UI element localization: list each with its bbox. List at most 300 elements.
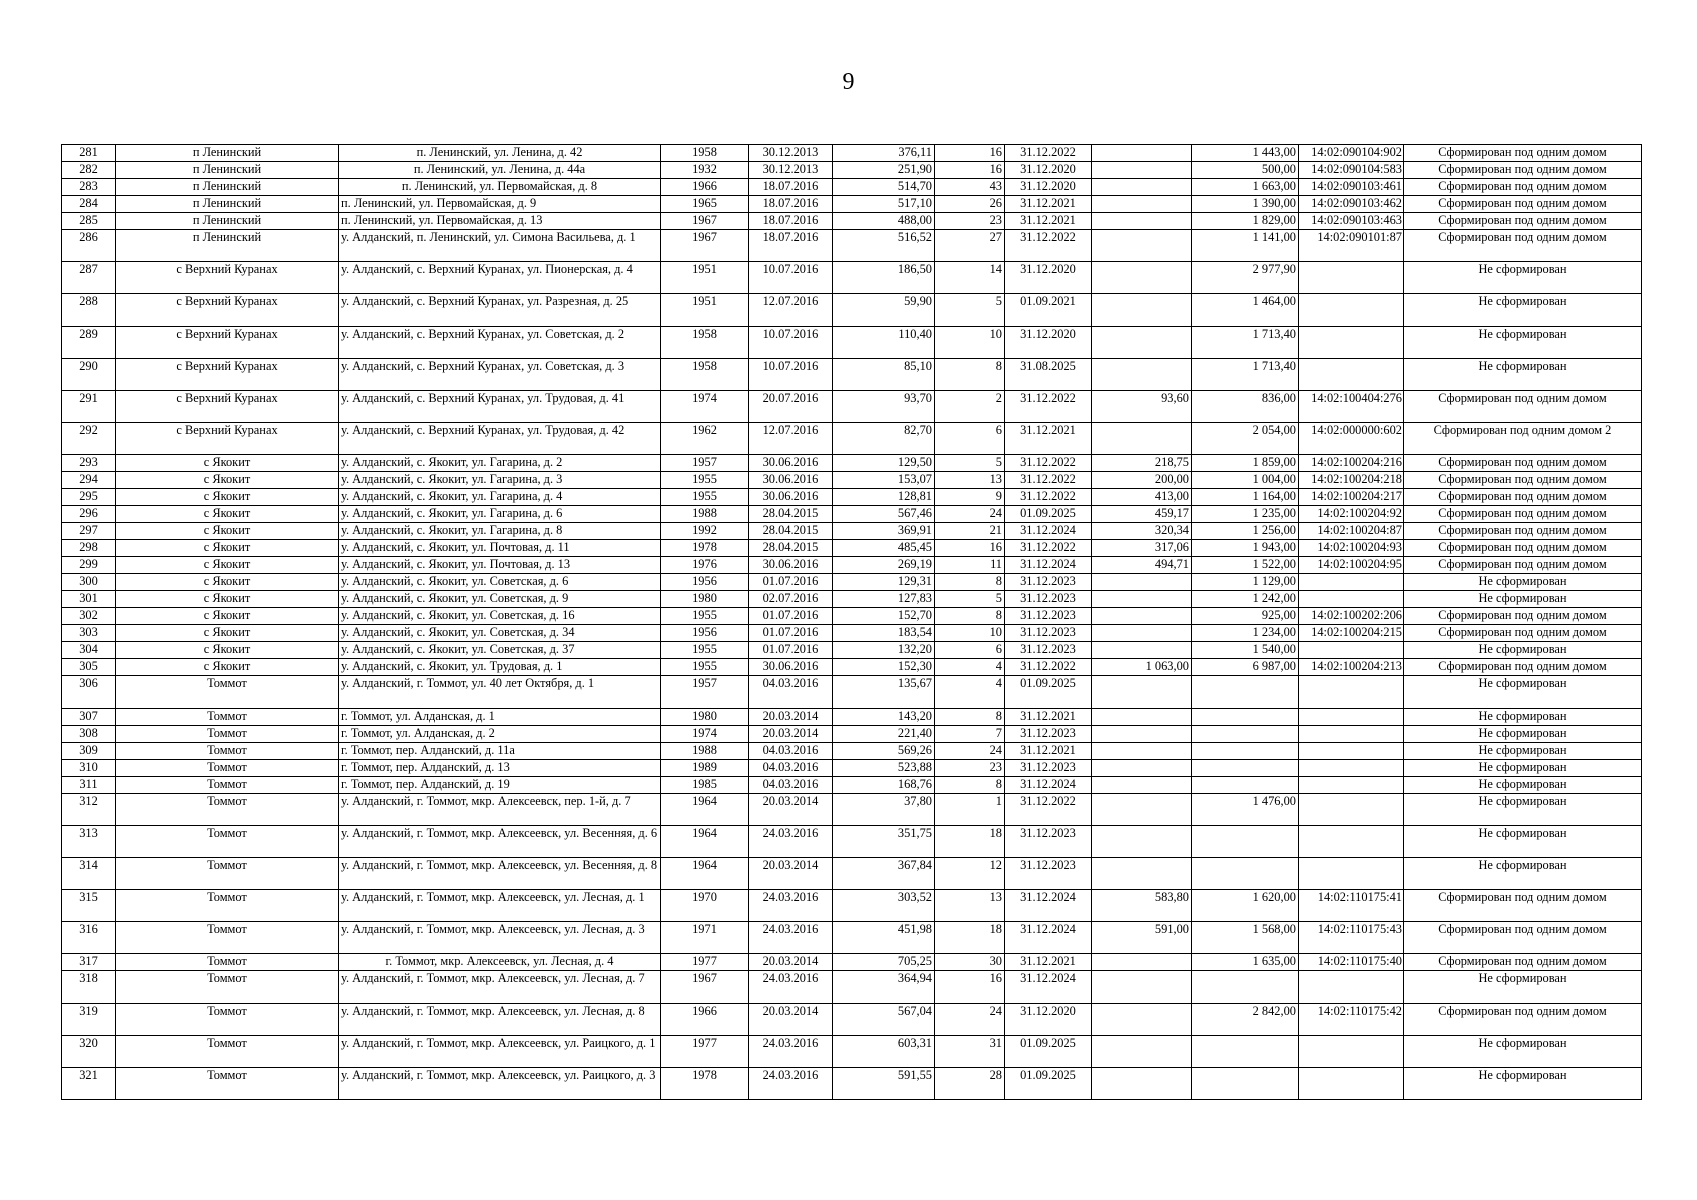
address-cell: у. Алданский, г. Томмот, мкр. Алексеевск, ул. Лесная, д. 7	[339, 971, 661, 1003]
settlement-cell: п Ленинский	[116, 145, 339, 162]
table-row	[62, 1068, 1642, 1100]
planned-date-cell: 31.12.2022	[1005, 230, 1092, 262]
residents-count-cell: 1	[935, 793, 1005, 825]
residents-count-cell: 5	[935, 455, 1005, 472]
land-status-cell: Сформирован под одним домом	[1404, 1003, 1642, 1035]
cadastral-number-cell	[1299, 642, 1404, 659]
planned-date-cell: 31.12.2021	[1005, 423, 1092, 455]
residents-count-cell: 8	[935, 574, 1005, 591]
row-number-cell: 298	[62, 540, 116, 557]
construction-year-cell: 1956	[661, 574, 749, 591]
cadastral-number-cell: 14:02:100204:215	[1299, 625, 1404, 642]
land-area-cell: 583,80	[1092, 890, 1192, 922]
area-cell: 269,19	[833, 557, 935, 574]
row-number-cell: 315	[62, 890, 116, 922]
cost-cell: 1 256,00	[1192, 523, 1299, 540]
recognition-date-cell: 30.06.2016	[749, 659, 833, 676]
row-number-cell: 317	[62, 954, 116, 971]
recognition-date-cell: 24.03.2016	[749, 1035, 833, 1067]
cost-cell	[1192, 759, 1299, 776]
address-cell: у. Алданский, с. Якокит, ул. Советская, д. 6	[339, 574, 661, 591]
settlement-cell: с Якокит	[116, 455, 339, 472]
area-cell: 59,90	[833, 294, 935, 326]
address-cell: у. Алданский, с. Верхний Куранах, ул. Советская, д. 2	[339, 326, 661, 358]
area-cell: 488,00	[833, 213, 935, 230]
land-status-cell: Не сформирован	[1404, 574, 1642, 591]
planned-date-cell: 31.12.2022	[1005, 145, 1092, 162]
planned-date-cell: 01.09.2025	[1005, 1035, 1092, 1067]
planned-date-cell: 31.12.2023	[1005, 825, 1092, 857]
cadastral-number-cell: 14:02:110175:40	[1299, 954, 1404, 971]
residents-count-cell: 24	[935, 1003, 1005, 1035]
area-cell: 183,54	[833, 625, 935, 642]
land-status-cell: Не сформирован	[1404, 971, 1642, 1003]
row-number-cell: 313	[62, 825, 116, 857]
table-row	[62, 472, 1642, 489]
address-cell: у. Алданский, с. Верхний Куранах, ул. Пионерская, д. 4	[339, 262, 661, 294]
planned-date-cell: 31.12.2023	[1005, 725, 1092, 742]
residents-count-cell: 16	[935, 540, 1005, 557]
planned-date-cell: 31.12.2020	[1005, 262, 1092, 294]
settlement-cell: Томмот	[116, 793, 339, 825]
settlement-cell: с Якокит	[116, 608, 339, 625]
land-status-cell: Сформирован под одним домом	[1404, 625, 1642, 642]
registry-body	[62, 145, 1642, 1100]
address-cell: у. Алданский, г. Томмот, ул. 40 лет Октября, д. 1	[339, 676, 661, 708]
residents-count-cell: 18	[935, 922, 1005, 954]
planned-date-cell: 31.12.2022	[1005, 659, 1092, 676]
cadastral-number-cell: 14:02:110175:41	[1299, 890, 1404, 922]
land-area-cell	[1092, 742, 1192, 759]
land-area-cell	[1092, 326, 1192, 358]
recognition-date-cell: 30.12.2013	[749, 162, 833, 179]
recognition-date-cell: 20.03.2014	[749, 1003, 833, 1035]
cadastral-number-cell	[1299, 1035, 1404, 1067]
address-cell: у. Алданский, с. Якокит, ул. Гагарина, д. 6	[339, 506, 661, 523]
area-cell: 85,10	[833, 358, 935, 390]
planned-date-cell: 31.12.2020	[1005, 326, 1092, 358]
land-area-cell	[1092, 294, 1192, 326]
residents-count-cell: 11	[935, 557, 1005, 574]
settlement-cell: с Верхний Куранах	[116, 294, 339, 326]
land-area-cell: 320,34	[1092, 523, 1192, 540]
residents-count-cell: 18	[935, 825, 1005, 857]
address-cell: у. Алданский, с. Якокит, ул. Советская, д. 16	[339, 608, 661, 625]
residents-count-cell: 16	[935, 971, 1005, 1003]
land-status-cell: Сформирован под одним домом	[1404, 540, 1642, 557]
land-area-cell	[1092, 625, 1192, 642]
residents-count-cell: 16	[935, 162, 1005, 179]
planned-date-cell: 31.12.2022	[1005, 793, 1092, 825]
land-area-cell: 591,00	[1092, 922, 1192, 954]
land-area-cell	[1092, 213, 1192, 230]
cadastral-number-cell: 14:02:110175:43	[1299, 922, 1404, 954]
cadastral-number-cell	[1299, 825, 1404, 857]
row-number-cell: 296	[62, 506, 116, 523]
row-number-cell: 297	[62, 523, 116, 540]
recognition-date-cell: 20.03.2014	[749, 954, 833, 971]
cadastral-number-cell: 14:02:100204:217	[1299, 489, 1404, 506]
recognition-date-cell: 18.07.2016	[749, 213, 833, 230]
settlement-cell: с Якокит	[116, 591, 339, 608]
recognition-date-cell: 30.06.2016	[749, 489, 833, 506]
settlement-cell: с Верхний Куранах	[116, 423, 339, 455]
cadastral-number-cell	[1299, 326, 1404, 358]
cost-cell: 836,00	[1192, 390, 1299, 422]
construction-year-cell: 1932	[661, 162, 749, 179]
address-cell: п. Ленинский, ул. Первомайская, д. 8	[339, 179, 661, 196]
area-cell: 567,04	[833, 1003, 935, 1035]
construction-year-cell: 1992	[661, 523, 749, 540]
cost-cell: 1 522,00	[1192, 557, 1299, 574]
cost-cell: 1 443,00	[1192, 145, 1299, 162]
planned-date-cell: 31.12.2020	[1005, 1003, 1092, 1035]
land-status-cell: Сформирован под одним домом	[1404, 179, 1642, 196]
row-number-cell: 290	[62, 358, 116, 390]
recognition-date-cell: 20.03.2014	[749, 725, 833, 742]
area-cell: 351,75	[833, 825, 935, 857]
planned-date-cell: 31.12.2023	[1005, 642, 1092, 659]
area-cell: 603,31	[833, 1035, 935, 1067]
row-number-cell: 319	[62, 1003, 116, 1035]
land-status-cell: Сформирован под одним домом	[1404, 954, 1642, 971]
address-cell: у. Алданский, г. Томмот, мкр. Алексеевск, пер. 1-й, д. 7	[339, 793, 661, 825]
residents-count-cell: 23	[935, 213, 1005, 230]
cost-cell: 1 540,00	[1192, 642, 1299, 659]
row-number-cell: 299	[62, 557, 116, 574]
table-row	[62, 642, 1642, 659]
settlement-cell: с Якокит	[116, 574, 339, 591]
construction-year-cell: 1977	[661, 1035, 749, 1067]
row-number-cell: 287	[62, 262, 116, 294]
table-row	[62, 574, 1642, 591]
cadastral-number-cell: 14:02:100204:87	[1299, 523, 1404, 540]
page-number: 9	[842, 69, 855, 95]
table-row	[62, 825, 1642, 857]
residents-count-cell: 4	[935, 659, 1005, 676]
planned-date-cell: 31.12.2021	[1005, 196, 1092, 213]
address-cell: у. Алданский, с. Якокит, ул. Гагарина, д. 4	[339, 489, 661, 506]
land-status-cell: Сформирован под одним домом	[1404, 489, 1642, 506]
cadastral-number-cell: 14:02:090101:87	[1299, 230, 1404, 262]
table-row	[62, 1035, 1642, 1067]
cost-cell: 1 004,00	[1192, 472, 1299, 489]
area-cell: 485,45	[833, 540, 935, 557]
land-area-cell	[1092, 793, 1192, 825]
cost-cell: 1 635,00	[1192, 954, 1299, 971]
row-number-cell: 308	[62, 725, 116, 742]
cost-cell: 1 235,00	[1192, 506, 1299, 523]
planned-date-cell: 31.12.2022	[1005, 390, 1092, 422]
construction-year-cell: 1955	[661, 659, 749, 676]
table-row	[62, 742, 1642, 759]
row-number-cell: 309	[62, 742, 116, 759]
cadastral-number-cell: 14:02:100202:206	[1299, 608, 1404, 625]
area-cell: 129,31	[833, 574, 935, 591]
construction-year-cell: 1957	[661, 455, 749, 472]
recognition-date-cell: 02.07.2016	[749, 591, 833, 608]
address-cell: у. Алданский, с. Якокит, ул. Советская, д. 34	[339, 625, 661, 642]
land-status-cell: Не сформирован	[1404, 857, 1642, 889]
area-cell: 110,40	[833, 326, 935, 358]
address-cell: у. Алданский, г. Томмот, мкр. Алексеевск, ул. Раицкого, д. 1	[339, 1035, 661, 1067]
address-cell: г. Томмот, пер. Алданский, д. 11а	[339, 742, 661, 759]
address-cell: у. Алданский, г. Томмот, мкр. Алексеевск, ул. Раицкого, д. 3	[339, 1068, 661, 1100]
row-number-cell: 282	[62, 162, 116, 179]
address-cell: у. Алданский, п. Ленинский, ул. Симона Васильева, д. 1	[339, 230, 661, 262]
row-number-cell: 286	[62, 230, 116, 262]
area-cell: 303,52	[833, 890, 935, 922]
planned-date-cell: 31.12.2020	[1005, 179, 1092, 196]
construction-year-cell: 1962	[661, 423, 749, 455]
area-cell: 523,88	[833, 759, 935, 776]
table-row	[62, 1003, 1642, 1035]
land-area-cell	[1092, 759, 1192, 776]
planned-date-cell: 31.12.2021	[1005, 954, 1092, 971]
table-row	[62, 294, 1642, 326]
cost-cell: 1 829,00	[1192, 213, 1299, 230]
construction-year-cell: 1985	[661, 776, 749, 793]
planned-date-cell: 31.12.2023	[1005, 574, 1092, 591]
area-cell: 567,46	[833, 506, 935, 523]
settlement-cell: Томмот	[116, 922, 339, 954]
table-row	[62, 625, 1642, 642]
settlement-cell: Томмот	[116, 742, 339, 759]
area-cell: 37,80	[833, 793, 935, 825]
cadastral-number-cell: 14:02:100204:93	[1299, 540, 1404, 557]
land-area-cell: 200,00	[1092, 472, 1192, 489]
recognition-date-cell: 20.03.2014	[749, 708, 833, 725]
row-number-cell: 288	[62, 294, 116, 326]
address-cell: п. Ленинский, ул. Первомайская, д. 13	[339, 213, 661, 230]
cadastral-number-cell	[1299, 591, 1404, 608]
land-status-cell: Сформирован под одним домом	[1404, 506, 1642, 523]
cadastral-number-cell: 14:02:100404:276	[1299, 390, 1404, 422]
land-area-cell	[1092, 608, 1192, 625]
land-status-cell: Сформирован под одним домом	[1404, 557, 1642, 574]
cost-cell: 500,00	[1192, 162, 1299, 179]
land-status-cell: Не сформирован	[1404, 1035, 1642, 1067]
address-cell: г. Томмот, пер. Алданский, д. 13	[339, 759, 661, 776]
area-cell: 93,70	[833, 390, 935, 422]
construction-year-cell: 1957	[661, 676, 749, 708]
recognition-date-cell: 18.07.2016	[749, 196, 833, 213]
land-area-cell	[1092, 725, 1192, 742]
row-number-cell: 283	[62, 179, 116, 196]
land-area-cell: 1 063,00	[1092, 659, 1192, 676]
area-cell: 135,67	[833, 676, 935, 708]
address-cell: у. Алданский, г. Томмот, мкр. Алексеевск, ул. Весенняя, д. 6	[339, 825, 661, 857]
land-area-cell	[1092, 262, 1192, 294]
cost-cell	[1192, 1035, 1299, 1067]
residents-count-cell: 5	[935, 294, 1005, 326]
area-cell: 168,76	[833, 776, 935, 793]
land-status-cell: Не сформирован	[1404, 642, 1642, 659]
recognition-date-cell: 04.03.2016	[749, 776, 833, 793]
residents-count-cell: 13	[935, 472, 1005, 489]
settlement-cell: п Ленинский	[116, 179, 339, 196]
table-row	[62, 489, 1642, 506]
residents-count-cell: 12	[935, 857, 1005, 889]
row-number-cell: 293	[62, 455, 116, 472]
settlement-cell: Томмот	[116, 676, 339, 708]
construction-year-cell: 1958	[661, 326, 749, 358]
residents-count-cell: 43	[935, 179, 1005, 196]
land-status-cell: Сформирован под одним домом	[1404, 455, 1642, 472]
area-cell: 364,94	[833, 971, 935, 1003]
planned-date-cell: 31.12.2024	[1005, 890, 1092, 922]
table-row	[62, 540, 1642, 557]
residents-count-cell: 27	[935, 230, 1005, 262]
cadastral-number-cell: 14:02:090104:902	[1299, 145, 1404, 162]
row-number-cell: 284	[62, 196, 116, 213]
land-area-cell	[1092, 196, 1192, 213]
row-number-cell: 307	[62, 708, 116, 725]
residents-count-cell: 4	[935, 676, 1005, 708]
address-cell: г. Томмот, ул. Алданская, д. 1	[339, 708, 661, 725]
area-cell: 514,70	[833, 179, 935, 196]
land-area-cell: 494,71	[1092, 557, 1192, 574]
land-area-cell	[1092, 591, 1192, 608]
cost-cell: 925,00	[1192, 608, 1299, 625]
land-status-cell: Сформирован под одним домом	[1404, 608, 1642, 625]
row-number-cell: 312	[62, 793, 116, 825]
settlement-cell: с Якокит	[116, 506, 339, 523]
cost-cell	[1192, 725, 1299, 742]
construction-year-cell: 1977	[661, 954, 749, 971]
land-status-cell: Не сформирован	[1404, 591, 1642, 608]
settlement-cell: Томмот	[116, 1035, 339, 1067]
cost-cell	[1192, 742, 1299, 759]
settlement-cell: п Ленинский	[116, 230, 339, 262]
residents-count-cell: 16	[935, 145, 1005, 162]
planned-date-cell: 31.12.2022	[1005, 472, 1092, 489]
table-row	[62, 608, 1642, 625]
planned-date-cell: 01.09.2025	[1005, 506, 1092, 523]
settlement-cell: Томмот	[116, 825, 339, 857]
table-row	[62, 922, 1642, 954]
table-row	[62, 196, 1642, 213]
table-row	[62, 326, 1642, 358]
table-row	[62, 676, 1642, 708]
table-row	[62, 793, 1642, 825]
construction-year-cell: 1956	[661, 625, 749, 642]
land-status-cell: Сформирован под одним домом	[1404, 213, 1642, 230]
cost-cell	[1192, 708, 1299, 725]
table-row	[62, 390, 1642, 422]
construction-year-cell: 1988	[661, 506, 749, 523]
construction-year-cell: 1970	[661, 890, 749, 922]
recognition-date-cell: 04.03.2016	[749, 742, 833, 759]
construction-year-cell: 1965	[661, 196, 749, 213]
area-cell: 153,07	[833, 472, 935, 489]
recognition-date-cell: 12.07.2016	[749, 423, 833, 455]
residents-count-cell: 8	[935, 358, 1005, 390]
land-status-cell: Сформирован под одним домом	[1404, 162, 1642, 179]
area-cell: 152,70	[833, 608, 935, 625]
land-area-cell	[1092, 1003, 1192, 1035]
recognition-date-cell: 12.07.2016	[749, 294, 833, 326]
land-area-cell	[1092, 857, 1192, 889]
cost-cell	[1192, 1068, 1299, 1100]
land-status-cell: Не сформирован	[1404, 1068, 1642, 1100]
settlement-cell: Томмот	[116, 776, 339, 793]
settlement-cell: с Верхний Куранах	[116, 390, 339, 422]
cost-cell	[1192, 971, 1299, 1003]
row-number-cell: 304	[62, 642, 116, 659]
planned-date-cell: 01.09.2021	[1005, 294, 1092, 326]
area-cell: 128,81	[833, 489, 935, 506]
planned-date-cell: 31.12.2023	[1005, 625, 1092, 642]
land-area-cell	[1092, 776, 1192, 793]
address-cell: п. Ленинский, ул. Ленина, д. 44а	[339, 162, 661, 179]
residents-count-cell: 9	[935, 489, 1005, 506]
cadastral-number-cell: 14:02:100204:95	[1299, 557, 1404, 574]
table-row	[62, 423, 1642, 455]
cadastral-number-cell	[1299, 294, 1404, 326]
recognition-date-cell: 24.03.2016	[749, 825, 833, 857]
residents-count-cell: 8	[935, 776, 1005, 793]
row-number-cell: 301	[62, 591, 116, 608]
cost-cell: 1 713,40	[1192, 326, 1299, 358]
table-row	[62, 971, 1642, 1003]
residents-count-cell: 28	[935, 1068, 1005, 1100]
cadastral-number-cell: 14:02:100204:218	[1299, 472, 1404, 489]
cadastral-number-cell	[1299, 971, 1404, 1003]
cadastral-number-cell: 14:02:100204:92	[1299, 506, 1404, 523]
settlement-cell: с Якокит	[116, 659, 339, 676]
area-cell: 251,90	[833, 162, 935, 179]
land-area-cell	[1092, 954, 1192, 971]
planned-date-cell: 31.12.2024	[1005, 523, 1092, 540]
housing-registry-table	[61, 144, 1642, 1100]
recognition-date-cell: 20.07.2016	[749, 390, 833, 422]
cadastral-number-cell	[1299, 742, 1404, 759]
row-number-cell: 321	[62, 1068, 116, 1100]
planned-date-cell: 31.12.2022	[1005, 455, 1092, 472]
residents-count-cell: 6	[935, 423, 1005, 455]
land-area-cell	[1092, 708, 1192, 725]
row-number-cell: 303	[62, 625, 116, 642]
cost-cell: 1 943,00	[1192, 540, 1299, 557]
residents-count-cell: 2	[935, 390, 1005, 422]
land-area-cell	[1092, 145, 1192, 162]
recognition-date-cell: 01.07.2016	[749, 608, 833, 625]
construction-year-cell: 1967	[661, 971, 749, 1003]
cadastral-number-cell: 14:02:100204:216	[1299, 455, 1404, 472]
row-number-cell: 320	[62, 1035, 116, 1067]
table-row	[62, 179, 1642, 196]
address-cell: у. Алданский, с. Верхний Куранах, ул. Трудовая, д. 42	[339, 423, 661, 455]
land-area-cell	[1092, 642, 1192, 659]
cost-cell: 1 234,00	[1192, 625, 1299, 642]
cost-cell: 1 464,00	[1192, 294, 1299, 326]
table-row	[62, 890, 1642, 922]
settlement-cell: Томмот	[116, 725, 339, 742]
address-cell: у. Алданский, с. Якокит, ул. Почтовая, д. 13	[339, 557, 661, 574]
table-row	[62, 145, 1642, 162]
land-area-cell: 218,75	[1092, 455, 1192, 472]
recognition-date-cell: 28.04.2015	[749, 506, 833, 523]
construction-year-cell: 1980	[661, 591, 749, 608]
table-row	[62, 759, 1642, 776]
row-number-cell: 295	[62, 489, 116, 506]
area-cell: 143,20	[833, 708, 935, 725]
residents-count-cell: 30	[935, 954, 1005, 971]
construction-year-cell: 1964	[661, 857, 749, 889]
settlement-cell: с Якокит	[116, 472, 339, 489]
settlement-cell: Томмот	[116, 759, 339, 776]
